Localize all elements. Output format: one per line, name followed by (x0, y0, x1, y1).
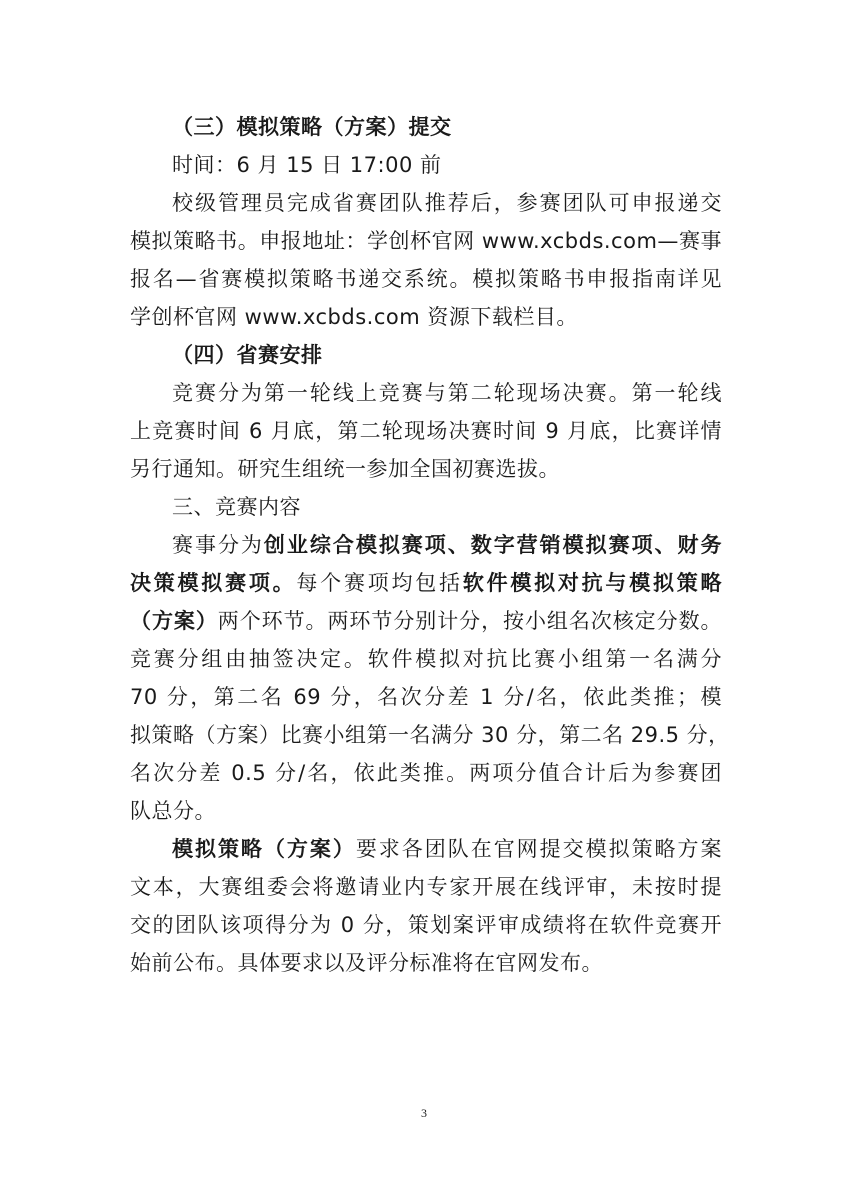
paragraph-line: 拟策略（方案）比赛小组第一名满分 30 分，第二名 29.5 分， (130, 723, 730, 747)
page-content (130, 108, 730, 982)
paragraph-line: 名次分差 0.5 分/名，依此类推。两项分值合计后为参赛团 (130, 761, 722, 785)
text-run-bold: 创业综合模拟赛项、数字营销模拟赛项、财务 (263, 533, 723, 557)
part-heading-content: 三、竞赛内容 (172, 495, 301, 519)
section-heading-submission: （三）模拟策略（方案）提交 (172, 115, 452, 139)
paragraph-line (130, 564, 722, 602)
section-heading-provincial: （四）省赛安排 (172, 343, 323, 367)
text-run-bold: 模拟策略（方案） (172, 837, 356, 861)
text-run: 两个环节。两环节分别计分，按小组名次核定分数。 (217, 609, 723, 633)
paragraph-line: 竞赛分为第一轮线上竞赛与第二轮现场决赛。第一轮线 (172, 381, 722, 405)
text-run: 每个赛项均包括 (296, 571, 463, 595)
paragraph-line (130, 526, 722, 564)
text-run: 赛事分为 (172, 533, 264, 557)
paragraph-line: 另行通知。研究生组统一参加全国初赛选拔。 (130, 457, 560, 481)
paragraph-line: 始前公布。具体要求以及评分标准将在官网发布。 (130, 951, 603, 975)
paragraph-line: 上竞赛时间 6 月底，第二轮现场决赛时间 9 月底，比赛详情 (130, 419, 722, 443)
paragraph-line: 校级管理员完成省赛团队推荐后，参赛团队可申报递交 (172, 191, 722, 215)
paragraph-line: 队总分。 (130, 799, 216, 823)
text-run-bold: 软件模拟对抗与模拟策略 (462, 571, 723, 595)
paragraph-line: 报名—省赛模拟策略书递交系统。模拟策略书申报指南详见 (130, 267, 722, 291)
text-run-bold: （方案） (130, 609, 218, 633)
page-number: 3 (421, 1106, 427, 1120)
paragraph-line (130, 830, 722, 868)
paragraph-line: 学创杯官网 www.xcbds.com 资源下载栏目。 (130, 305, 578, 329)
text-run: 要求各团队在官网提交模拟策略方案 (355, 837, 723, 861)
submission-time: 时间：6 月 15 日 17:00 前 (172, 153, 442, 177)
paragraph-line: 竞赛分组由抽签决定。软件模拟对抗比赛小组第一名满分 (130, 647, 722, 671)
paragraph-line (130, 602, 722, 640)
paragraph-line: 70 分，第二名 69 分，名次分差 1 分/名，依此类推；模 (130, 685, 722, 709)
text-run-bold: 决策模拟赛项。 (130, 571, 297, 595)
paragraph-line: 文本，大赛组委会将邀请业内专家开展在线评审，未按时提 (130, 875, 722, 899)
paragraph-line: 交的团队该项得分为 0 分，策划案评审成绩将在软件竞赛开 (130, 913, 722, 937)
paragraph-line: 模拟策略书。申报地址：学创杯官网 www.xcbds.com—赛事 (130, 229, 722, 253)
